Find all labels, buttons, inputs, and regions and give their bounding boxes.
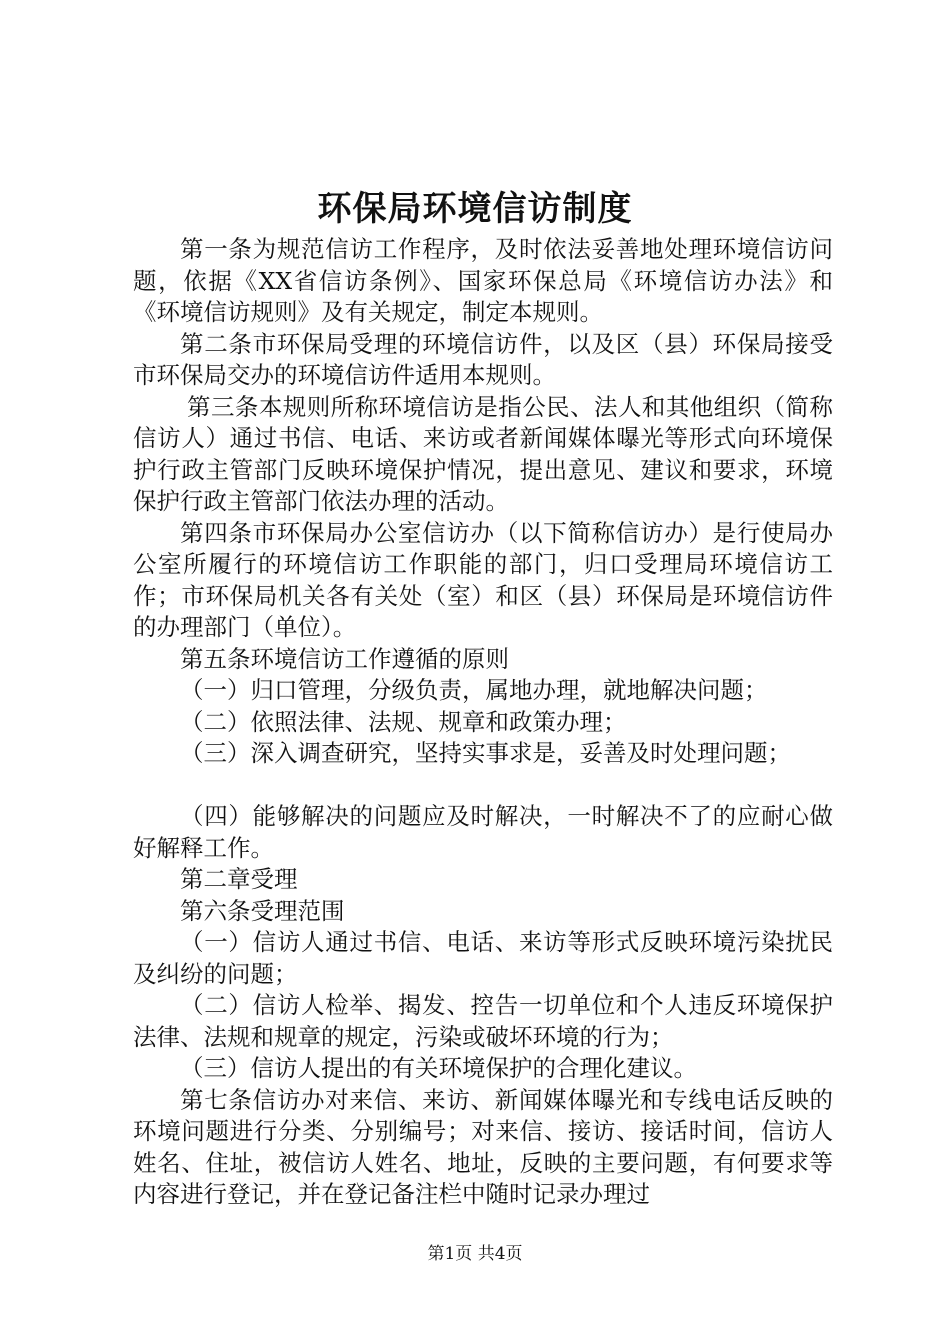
paragraph-article-3: 第三条本规则所称环境信访是指公民、法人和其他组织（简称信访人）通过书信、电话、来访或者新闻媒体曝光等形式向环境保护行政主管部门反映环境保护情况，提出意见、建议和要求，环境保护行政主管部门依法办理的活动。	[133, 392, 833, 515]
blank-line	[133, 770, 833, 802]
paragraph-article-4: 第四条市环保局办公室信访办（以下简称信访办）是行使局办公室所履行的环境信访工作职能的部门，归口受理局环境信访工作；市环保局机关各有关处（室）和区（县）环保局是环境信访件的办理部门（单位）。	[133, 518, 833, 641]
paragraph-principle-3: （三）深入调查研究，坚持实事求是，妥善及时处理问题；	[180, 739, 791, 767]
paragraph-article-5: 第五条环境信访工作遵循的原则	[180, 644, 509, 673]
chapter-heading: 第二章受理	[180, 865, 298, 893]
paragraph-scope-2: （二）信访人检举、揭发、控告一切单位和个人违反环境保护法律、法规和规章的规定，污染或破坏环境的行为；	[133, 991, 833, 1051]
paragraph-article-6: 第六条受理范围	[180, 896, 345, 925]
paragraph-article-1: 第一条为规范信访工作程序，及时依法妥善地处理环境信访问题，依据《XX省信访条例》、国家环保总局《环境信访办法》和《环境信访规则》及有关规定，制定本规则。	[133, 235, 833, 326]
document-body	[133, 234, 833, 1211]
paragraph-article-2: 第二条市环保局受理的环境信访件，以及区（县）环保局接受市环保局交办的环境信访件适用本规则。	[133, 329, 833, 389]
paragraph-principle-4: （四）能够解决的问题应及时解决，一时解决不了的应耐心做好解释工作。	[133, 802, 833, 862]
page-number: 第1页 共4页	[427, 1244, 523, 1264]
paragraph-principle-1: （一）归口管理，分级负责，属地办理，就地解决问题；	[180, 676, 768, 704]
paragraph-article-7: 第七条信访办对来信、来访、新闻媒体曝光和专线电话反映的环境问题进行分类、分别编号；对来信、接访、接话时间，信访人姓名、住址，被信访人姓名、地址，反映的主要问题，有何要求等内容进行登记，并在登记备注栏中随时记录办理过	[133, 1085, 833, 1208]
paragraph-principle-2: （二）依照法律、法规、规章和政策办理；	[180, 707, 627, 736]
paragraph-scope-3: （三）信访人提出的有关环境保护的合理化建议。	[180, 1054, 697, 1082]
document-title: 环保局环境信访制度	[317, 189, 633, 229]
paragraph-scope-1: （一）信访人通过书信、电话、来访等形式反映环境污染扰民及纠纷的问题；	[133, 928, 833, 988]
